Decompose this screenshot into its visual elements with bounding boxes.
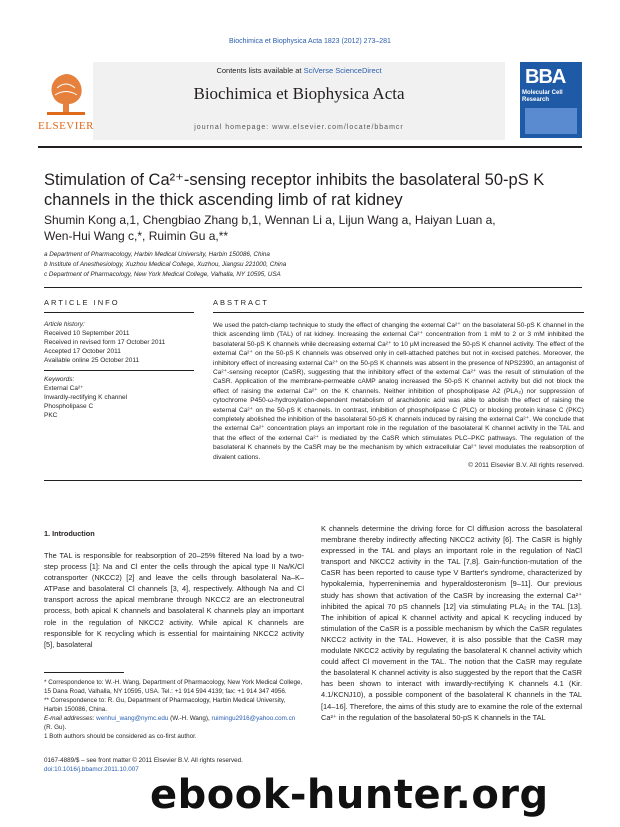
email-link-gu[interactable]: ruimingu2916@yahoo.com.cn: [211, 715, 296, 722]
footnote-correspondence-1: * Correspondence to: W.-H. Wang, Department of Pharmacology, New York Medical College, 15 Dana Road, Valhalla, NY 10595, USA. Tel.: +1 914 594 4139; fax: +1 914 347 4956.: [44, 679, 303, 695]
issn-line: 0167-4889/$ – see front matter © 2011 Elsevier B.V. All rights reserved.: [44, 757, 243, 764]
footnote-rule: [44, 672, 124, 673]
copyright: © 2011 Elsevier B.V. All rights reserved.: [468, 462, 584, 469]
elsevier-tree-icon: [41, 68, 91, 118]
header-divider: [38, 146, 582, 148]
history-revised: Received in revised form 17 October 2011: [44, 339, 166, 346]
email-label: E-mail addresses:: [44, 715, 95, 722]
abstract-rule: [213, 312, 584, 313]
history-label: Article history:: [44, 321, 85, 328]
affiliation-c: c Department of Pharmacology, New York Medical College, Valhalla, NY 10595, USA: [44, 271, 281, 278]
introduction-heading: 1. Introduction: [44, 529, 95, 538]
authors-line-1[interactable]: Shumin Kong a,1, Chengbiao Zhang b,1, Wennan Li a, Lijun Wang a, Haiyan Luan a,: [44, 213, 496, 227]
email-link-wang[interactable]: wenhui_wang@nymc.edu: [96, 715, 169, 722]
keyword-item: Inwardly-rectifying K channel: [44, 394, 128, 401]
authors-line-2[interactable]: Wen-Hui Wang c,*, Ruimin Gu a,**: [44, 229, 229, 243]
history-received: Received 10 September 2011: [44, 330, 130, 337]
keywords: [44, 375, 194, 420]
journal-homepage: [93, 124, 505, 131]
article-history: [44, 320, 194, 365]
keyword-item: External Ca²⁺: [44, 385, 84, 392]
cover-artwork: [525, 108, 577, 134]
history-online: Available online 25 October 2011: [44, 357, 140, 364]
journal-reference[interactable]: Biochimica et Biophysica Acta 1823 (2012) 273–281: [229, 38, 391, 45]
footnote-emails: [44, 714, 304, 732]
article-info-rule: [44, 312, 194, 313]
affiliation-a: a Department of Pharmacology, Harbin Medical University, Harbin 150086, China: [44, 251, 270, 258]
intro-column-right: K channels determine the driving force for Cl diffusion across the basolateral membrane thereby indirectly affecting NKCC2 activity [6]. The CaSR is highly expressed in the TAL and plays an important role in the regulation of NaCl transport and NKCC2 activity in the TAL [7,8]. Gain-function-mutation of the CaSR has been reported to cause type V Bartter's syndrome, characterized by hypokalemia, hyperreninemia and hyperaldosteronism [9–11]. Our previous study has shown that activation of the CaSR by increasing the external Ca²⁺ inhibited the apical 70 pS channels [12] via stimulating PLA₂ in the TAL [13]. The inhibition of apical K channel activity and apical K recycling induced by stimulation of the CaSR is a possible mechanism by which the CaSR regulates NKCC2 activity in the TAL. However, it is also possible that the CaSR may modulate NKCC2 activity by regulating the basolateral K channel activity which could affect Cl movement in the TAL. The notion that the CaSR may regulate the basolateral K channel activity is also suggested by the report that the CaSR has been shown to interact with inwardly-rectifying K channels 4.1 (Kir. 4.1/KCNJ10), a possible component of the basolateral K channels in the TAL [14–16]. Therefore, the aims of this study are to examine the role of the external Ca²⁺ in the regulation of the basolateral 50-pS K channels in the TAL: [321, 524, 582, 722]
abstract-heading: ABSTRACT: [213, 298, 270, 307]
sciencedirect-link[interactable]: SciVerse ScienceDirect: [303, 66, 382, 75]
history-keywords-rule: [44, 370, 194, 371]
cover-title: BBA: [525, 66, 566, 88]
footnote-co-first: 1 Both authors should be considered as co-first author.: [44, 733, 197, 740]
footnote-correspondence-2: ** Correspondence to: R. Gu, Department of Pharmacology, Harbin Medical University, Harbin 150086, China.: [44, 697, 286, 713]
homepage-link[interactable]: www.elsevier.com/locate/bbamcr: [272, 124, 404, 131]
doi-link[interactable]: doi:10.1016/j.bbamcr.2011.10.007: [44, 766, 139, 773]
affiliations: [44, 250, 580, 280]
elsevier-wordmark: ELSEVIER: [38, 120, 94, 132]
contents-availability: [93, 66, 505, 75]
contents-prefix: Contents lists available at: [216, 66, 304, 75]
email-name-gu: (R. Gu).: [44, 724, 67, 731]
email-name-wang: (W.-H. Wang),: [168, 715, 210, 722]
keyword-item: PKC: [44, 412, 58, 419]
intro-column-left: The TAL is responsible for reabsorption of 20–25% filtered Na load by a two-step process [1]: Na and Cl enter the cells through the apical type II Na/K/Cl cotransporter (NKCC2) [2] and leave the cells through basolateral Na–K–ATPase and basolateral Cl channels [3, 4], respectively. Although Na and Cl transport across the apical membrane through NKCC2 are an electroneutral process, both apical K channels and basolateral K channels play an important role in the regulation of NKCC2 activity. While apical K channels are responsible for K recycling which is essential for maintaining NKCC2 activity [5], basolateral: [44, 551, 304, 649]
footnotes: [44, 678, 304, 741]
watermark: ebook-hunter.org: [150, 772, 549, 818]
affiliation-divider: [44, 287, 582, 288]
cover-subtitle: Molecular Cell Research: [522, 90, 563, 103]
history-accepted: Accepted 17 October 2011: [44, 348, 121, 355]
author-list: [44, 212, 580, 244]
keywords-label: Keywords:: [44, 376, 75, 383]
article-title: Stimulation of Ca²⁺-sensing receptor inhibits the basolateral 50-pS K channels in the thick ascending limb of rat kidney: [44, 171, 545, 209]
keyword-item: Phospholipase C: [44, 403, 94, 410]
abstract-text: We used the patch-clamp technique to study the effect of changing the external Ca²⁺ on the basolateral 50-pS K channel in the thick ascending limb (TAL) of rat kidney. Increasing the external Ca²⁺ concentration from 1 mM to 2 or 3 mM inhibited the basolateral 50-pS K channels while decreasing external Ca²⁺ to 10 μM increased the 50-pS K channel activity. The effect of the external Ca²⁺ on the 50-pS K channels was observed only in cell-attached patches but not in excised patches. Moreover, the inhibitory effect of increasing external Ca²⁺ on the 50-pS K channels was absent in the presence of NPS2390, an antagonist of Ca²⁺-sensing receptor (CaSR), suggesting that the inhibitory effect of the external Ca²⁺ was the result of stimulation of the CaSR. Application of the membrane-permeable cAMP analog increased the 50-pS K channel activity but did not block the effect of raising the external Ca²⁺ on the K channels. Neither inhibition of phospholipase A2 (PLA₂) nor suppression of cytochrome P450-ω-hydroxylation-dependent metabolism of arachidonic acid was able to abolish the effect of raising the external Ca²⁺ on the 50-pS K channels. In contrast, inhibition of phospholipase C (PLC) or blocking protein kinase C (PKC) completely abolished the inhibition of the basolateral 50-pS K channels induced by raising the external Ca²⁺. We conclude that the external Ca²⁺ concentration plays an important role in the regulation of the basolateral K channel activity in the TAL and that the effect of the external Ca²⁺ is mediated by the CaSR which stimulates PLC–PKC pathways. The regulation of the basolateral K channels by the CaSR may be the mechanism by which extracellular Ca²⁺ level modulates the reabsorption of divalent cations.: [213, 322, 584, 461]
homepage-prefix: journal homepage:: [194, 124, 273, 131]
affiliation-b: b Institute of Anesthesiology, Xuzhou Medical College, Xuzhou, Jiangsu 221000, China: [44, 261, 287, 268]
abstract-bottom-rule: [44, 480, 582, 481]
journal-title: Biochimica et Biophysica Acta: [193, 84, 405, 103]
article-info-heading: ARTICLE INFO: [44, 298, 120, 307]
